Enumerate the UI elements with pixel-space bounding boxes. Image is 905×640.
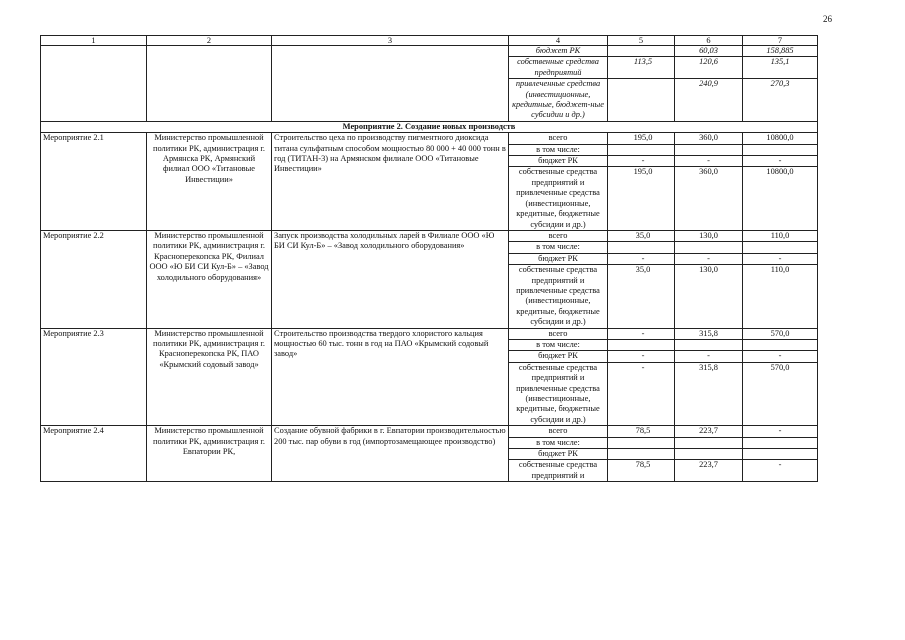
value-col5: - <box>608 362 675 425</box>
measure-description: Строительство цеха по производству пигментного диоксида титана сульфатным способом мощностью 80 000 + 40 000 тонн в год (ТИТАН-3) на Армянском филиале ООО «Титановые Инвестиции» <box>272 133 509 231</box>
column-number: 6 <box>675 36 743 46</box>
value-col6 <box>675 339 743 350</box>
value-col7: 570,0 <box>743 362 818 425</box>
measure-name: Мероприятие 2.4 <box>41 426 147 482</box>
value-col7: 10800,0 <box>743 167 818 230</box>
value-col5 <box>608 339 675 350</box>
value-col5 <box>608 79 675 122</box>
value-col7: - <box>743 460 818 482</box>
funding-source: всего <box>509 328 608 339</box>
value-col5: 78,5 <box>608 460 675 482</box>
measure-executor: Министерство промышленной политики РК, администрация г. Красноперекопска РК, Филиал ООО «Ю БИ СИ Кул-Б» – «Завод холодильного оборудования» <box>147 230 272 328</box>
measure-executor: Министерство промышленной политики РК, администрация г. Армянска РК, Армянский филиал ООО «Титановые Инвестиции» <box>147 133 272 231</box>
funding-source: собственные средства предприятий и привлеченные средства (инвестиционные, кредитные, бюджетные субсидии и др.) <box>509 265 608 328</box>
value-col5: 35,0 <box>608 265 675 328</box>
section-title: Мероприятие 2. Создание новых производств <box>41 121 818 132</box>
value-col6: - <box>675 253 743 264</box>
value-col5: 195,0 <box>608 133 675 144</box>
measure-name: Мероприятие 2.1 <box>41 133 147 231</box>
value-col7: 10800,0 <box>743 133 818 144</box>
measure-description: Строительство производства твердого хлористого кальция мощностью 60 тыс. тонн в год на ПАО «Крымский содовый завод» <box>272 328 509 426</box>
value-col6: 60,03 <box>675 46 743 57</box>
value-col6: 223,7 <box>675 460 743 482</box>
funding-source: собственные средства предприятий и привлеченные средства (инвестиционные, кредитные, бюджетные субсидии и др.) <box>509 362 608 425</box>
value-col7: - <box>743 156 818 167</box>
funding-source: всего <box>509 133 608 144</box>
value-col5 <box>608 46 675 57</box>
column-number: 1 <box>41 36 147 46</box>
value-col5: - <box>608 156 675 167</box>
value-col7: 270,3 <box>743 79 818 122</box>
continuation-executor <box>147 46 272 122</box>
funding-source: бюджет РК <box>509 156 608 167</box>
value-col6: 360,0 <box>675 167 743 230</box>
value-col7 <box>743 339 818 350</box>
value-col5: 195,0 <box>608 167 675 230</box>
value-col5: 35,0 <box>608 230 675 241</box>
funding-source: всего <box>509 426 608 437</box>
measure-description: Создание обувной фабрики в г. Евпатории производительностью 200 тыс. пар обуви в год (импортозамещающее производство) <box>272 426 509 482</box>
table-row <box>41 230 818 241</box>
value-col7 <box>743 242 818 253</box>
column-number: 4 <box>509 36 608 46</box>
value-col6: - <box>675 351 743 362</box>
funding-source: привлеченные средства (инвестиционные, кредитные, бюджет-ные субсидии и др.) <box>509 79 608 122</box>
measure-description: Запуск производства холодильных ларей в Филиале ООО «Ю БИ СИ Кул-Б» – «Завод холодильного оборудования» <box>272 230 509 328</box>
value-col6: 130,0 <box>675 230 743 241</box>
funding-source: в том числе: <box>509 437 608 448</box>
value-col5: 113,5 <box>608 57 675 79</box>
funding-source: собственные средства предприятий и привлеченные средства (инвестиционные, кредитные, бюджетные субсидии и др.) <box>509 167 608 230</box>
column-number: 5 <box>608 36 675 46</box>
value-col6 <box>675 449 743 460</box>
measure-name: Мероприятие 2.2 <box>41 230 147 328</box>
funding-source: в том числе: <box>509 144 608 155</box>
continuation-measure <box>41 46 147 122</box>
funding-source: бюджет РК <box>509 449 608 460</box>
value-col5: - <box>608 253 675 264</box>
continuation-description <box>272 46 509 122</box>
value-col5: 78,5 <box>608 426 675 437</box>
value-col5 <box>608 449 675 460</box>
funding-source: в том числе: <box>509 242 608 253</box>
funding-source: в том числе: <box>509 339 608 350</box>
table-row <box>41 328 818 339</box>
value-col7: - <box>743 351 818 362</box>
page-number: 26 <box>823 14 832 24</box>
funding-source: бюджет РК <box>509 253 608 264</box>
value-col7: 110,0 <box>743 265 818 328</box>
column-number: 3 <box>272 36 509 46</box>
value-col7: 135,1 <box>743 57 818 79</box>
value-col7 <box>743 437 818 448</box>
column-number: 2 <box>147 36 272 46</box>
value-col7: 570,0 <box>743 328 818 339</box>
measure-name: Мероприятие 2.3 <box>41 328 147 426</box>
column-number: 7 <box>743 36 818 46</box>
value-col6: 315,8 <box>675 328 743 339</box>
value-col6: 223,7 <box>675 426 743 437</box>
value-col6 <box>675 437 743 448</box>
value-col7: 158,885 <box>743 46 818 57</box>
column-number-row <box>41 36 818 46</box>
value-col7 <box>743 449 818 460</box>
value-col5 <box>608 242 675 253</box>
funding-source: собственные средства предприятий <box>509 57 608 79</box>
value-col6: 360,0 <box>675 133 743 144</box>
value-col5 <box>608 144 675 155</box>
funding-source: собственные средства предприятий и <box>509 460 608 482</box>
value-col5: - <box>608 351 675 362</box>
value-col6 <box>675 144 743 155</box>
value-col6: - <box>675 156 743 167</box>
table-row <box>41 426 818 437</box>
value-col6: 120,6 <box>675 57 743 79</box>
table-row <box>41 46 818 57</box>
table-row <box>41 133 818 144</box>
funding-source: всего <box>509 230 608 241</box>
value-col7 <box>743 144 818 155</box>
value-col6: 240,9 <box>675 79 743 122</box>
funding-source: бюджет РК <box>509 351 608 362</box>
measure-executor: Министерство промышленной политики РК, администрация г. Красноперекопска РК, ПАО «Крымский содовый завод» <box>147 328 272 426</box>
value-col6: 315,8 <box>675 362 743 425</box>
value-col6 <box>675 242 743 253</box>
measures-table <box>40 35 818 482</box>
value-col6: 130,0 <box>675 265 743 328</box>
value-col5 <box>608 437 675 448</box>
value-col5: - <box>608 328 675 339</box>
value-col7: - <box>743 426 818 437</box>
funding-source: бюджет РК <box>509 46 608 57</box>
measure-executor: Министерство промышленной политики РК, администрация г. Евпатории РК, <box>147 426 272 482</box>
value-col7: - <box>743 253 818 264</box>
section-row <box>41 121 818 132</box>
value-col7: 110,0 <box>743 230 818 241</box>
